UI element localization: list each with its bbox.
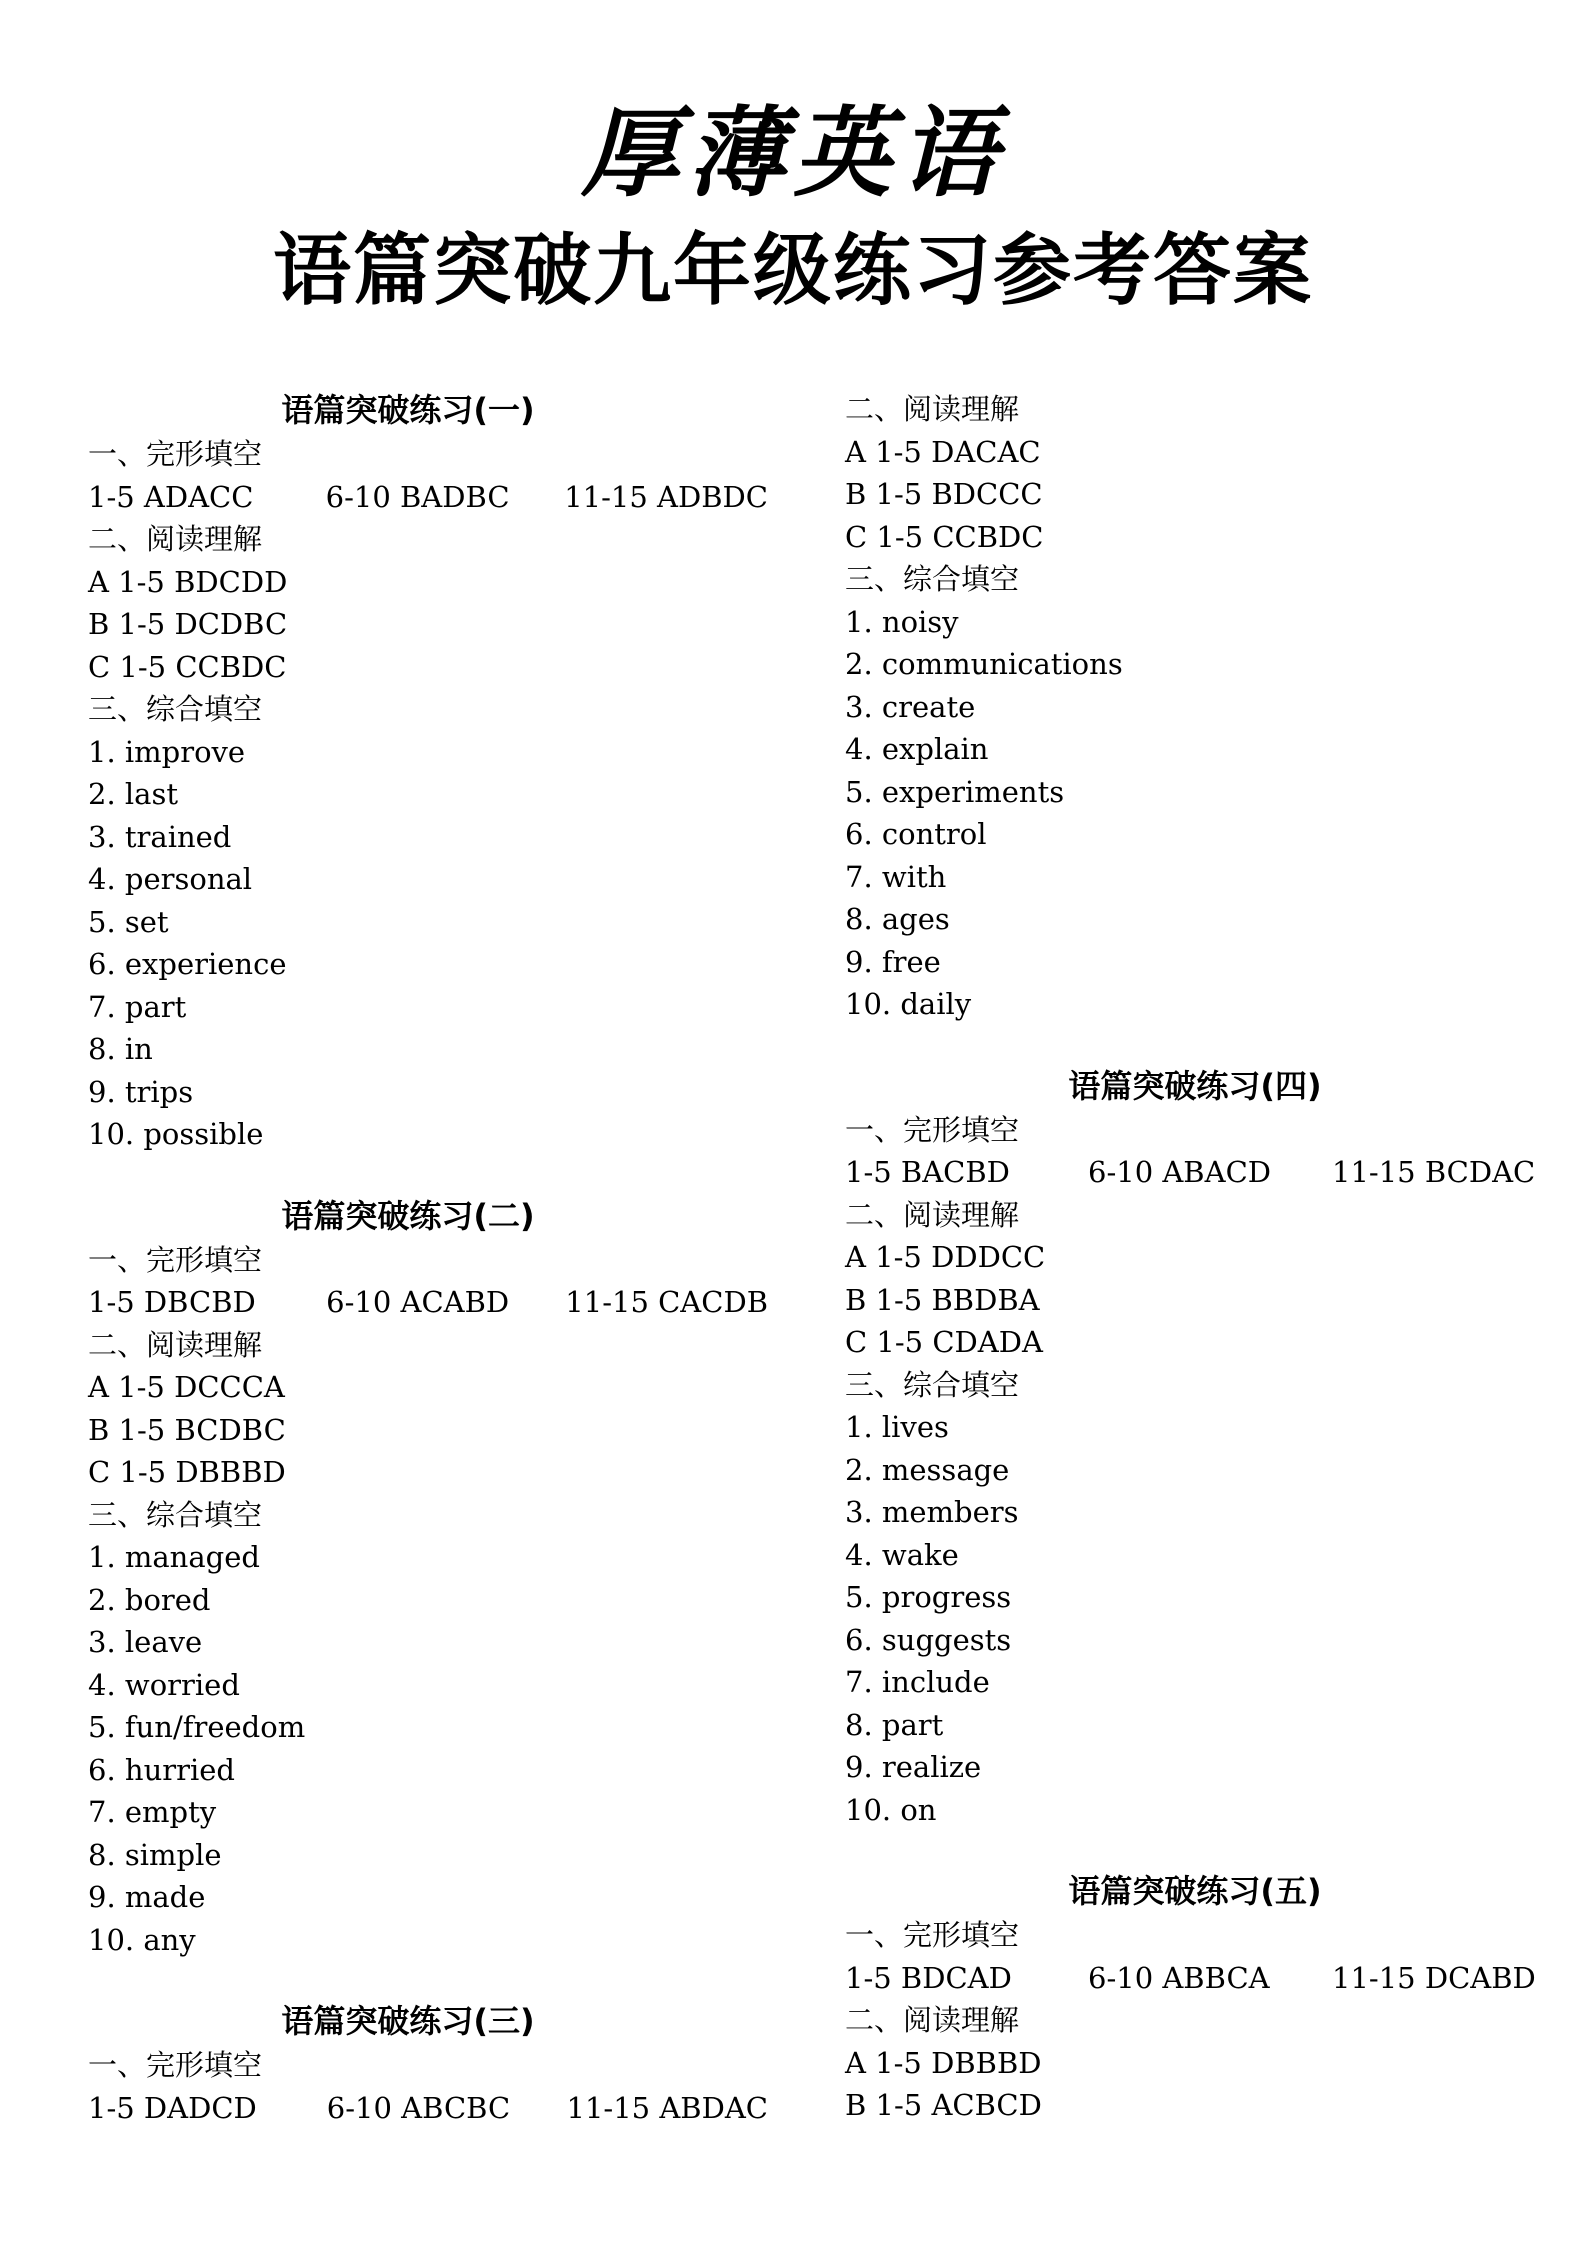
fill-answer: 9. trips [88, 1074, 194, 1109]
exercise-title: 语篇突破练习(二) [281, 1196, 535, 1235]
fill-answer: 4. explain [845, 732, 989, 766]
fill-answer: 5. fun/freedom [88, 1710, 306, 1744]
fill-heading: 三、综合填空 [88, 692, 263, 726]
exercise-title: 语篇突破练习(一) [281, 391, 535, 429]
reading-answer: C 1-5 DBBBD [88, 1455, 286, 1489]
fill-answer: 6. control [845, 817, 987, 851]
cloze-answer: 6-10 ACABD [326, 1285, 510, 1319]
fill-answer: 7. part [88, 989, 187, 1024]
fill-heading: 三、综合填空 [88, 1497, 263, 1532]
reading-answer: C 1-5 CCBDC [88, 649, 287, 684]
fill-answer: 1. noisy [845, 604, 959, 639]
reading-answer: C 1-5 CDADA [845, 1325, 1043, 1359]
fill-answer: 8. ages [845, 902, 950, 936]
cloze-heading: 一、完形填空 [88, 2048, 263, 2082]
fill-answer: 9. made [88, 1880, 206, 1914]
exercise-title: 语篇突破练习(四) [1068, 1066, 1322, 1105]
fill-answer: 6. experience [88, 947, 287, 981]
fill-answer: 3. create [845, 689, 976, 724]
fill-answer: 1. managed [88, 1540, 260, 1574]
section-gap [88, 1961, 768, 1999]
cloze-answer: 1-5 BDCAD [845, 1960, 1012, 1995]
cloze-answers [88, 476, 768, 519]
fill-answer: 6. suggests [845, 1622, 1012, 1657]
reading-answer: A 1-5 DBBBD [845, 2045, 1042, 2080]
cloze-answer: 6-10 ABBCA [1088, 1960, 1270, 1995]
reading-answer: B 1-5 DCDBC [88, 607, 288, 641]
fill-answer: 4. wake [845, 1537, 959, 1572]
cloze-answer: 6-10 ABCBC [326, 2090, 511, 2125]
left-column [88, 388, 768, 2129]
right-column [845, 388, 1545, 2127]
reading-heading: 二、阅读理解 [88, 522, 263, 556]
fill-answer: 9. realize [845, 1750, 982, 1784]
cloze-answers [845, 1957, 1545, 2000]
cloze-heading: 一、完形填空 [88, 1242, 263, 1277]
fill-heading: 三、综合填空 [845, 562, 1020, 596]
cloze-answer: 1-5 BACBD [845, 1155, 1010, 1189]
reading-answer: A 1-5 BDCDD [88, 564, 288, 599]
fill-answer: 2. last [88, 777, 178, 811]
fill-answer: 8. part [845, 1707, 944, 1742]
cloze-answers [88, 2087, 768, 2130]
cloze-answer: 11-15 ADBDC [564, 479, 768, 514]
fill-heading: 三、综合填空 [845, 1367, 1020, 1402]
reading-heading: 二、阅读理解 [845, 2003, 1020, 2037]
fill-answer: 1. lives [845, 1410, 949, 1444]
reading-answer: A 1-5 DCCCA [88, 1370, 285, 1404]
fill-answer: 2. bored [88, 1582, 211, 1617]
cloze-answer: 11-15 DCABD [1332, 1960, 1536, 1995]
reading-answer: B 1-5 ACBCD [845, 2088, 1042, 2122]
fill-answer: 3. leave [88, 1625, 203, 1659]
fill-answer: 6. hurried [88, 1752, 235, 1787]
fill-answer: 2. communications [845, 647, 1123, 681]
reading-answer: B 1-5 BDCCC [845, 477, 1043, 511]
section-gap [88, 1156, 768, 1194]
fill-answer: 3. members [845, 1495, 1019, 1529]
reading-answer: C 1-5 CCBDC [845, 519, 1044, 554]
cloze-heading: 一、完形填空 [88, 437, 263, 471]
cloze-answer: 11-15 BCDAC [1332, 1155, 1536, 1189]
fill-answer: 5. set [88, 904, 169, 939]
fill-answer: 5. experiments [845, 774, 1065, 809]
fill-answer: 3. trained [88, 819, 232, 854]
fill-answer: 1. improve [88, 734, 246, 769]
reading-answer: B 1-5 BCDBC [88, 1412, 286, 1447]
fill-answer: 7. with [845, 859, 947, 894]
fill-answer: 2. message [845, 1452, 1010, 1487]
fill-answer: 7. empty [88, 1795, 217, 1829]
fill-answer: 10. daily [845, 987, 972, 1021]
cloze-answers [845, 1151, 1545, 1194]
exercise-title: 语篇突破练习(五) [1068, 1872, 1322, 1910]
cloze-heading: 一、完形填空 [845, 1918, 1020, 1952]
section-gap [845, 1026, 1545, 1064]
fill-answer: 4. worried [88, 1667, 240, 1702]
reading-heading: 二、阅读理解 [88, 1327, 263, 1362]
reading-answer: B 1-5 BBDBA [845, 1282, 1040, 1317]
section-gap [845, 1831, 1545, 1869]
cloze-answer: 1-5 DBCBD [88, 1285, 256, 1319]
cloze-heading: 一、完形填空 [845, 1112, 1020, 1147]
fill-answer: 10. possible [88, 1117, 264, 1151]
fill-answer: 8. in [88, 1032, 153, 1066]
cloze-answer: 6-10 ABACD [1088, 1155, 1272, 1189]
reading-answer: A 1-5 DDDCC [845, 1240, 1046, 1274]
fill-answer: 10. any [88, 1922, 196, 1957]
exercise-title: 语篇突破练习(三) [281, 2002, 535, 2040]
cloze-answer: 11-15 CACDB [565, 1285, 768, 1319]
cloze-answer: 11-15 ABDAC [566, 2090, 768, 2125]
fill-answer: 8. simple [88, 1837, 222, 1872]
reading-answer: A 1-5 DACAC [845, 434, 1041, 469]
document-subtitle: 语篇突破九年级练习参考答案 [272, 226, 1313, 316]
cloze-answer: 6-10 BADBC [325, 479, 510, 514]
reading-heading: 二、阅读理解 [845, 392, 1020, 426]
fill-answer: 10. on [845, 1792, 937, 1827]
fill-answer: 7. include [845, 1665, 990, 1699]
document-title: 厚薄英语 [580, 96, 1005, 211]
cloze-answers [88, 1281, 768, 1324]
reading-heading: 二、阅读理解 [845, 1197, 1020, 1232]
fill-answer: 5. progress [845, 1580, 1012, 1614]
cloze-answer: 1-5 ADACC [88, 479, 254, 514]
fill-answer: 4. personal [88, 862, 253, 896]
cloze-answer: 1-5 DADCD [88, 2090, 257, 2125]
fill-answer: 9. free [845, 944, 941, 979]
